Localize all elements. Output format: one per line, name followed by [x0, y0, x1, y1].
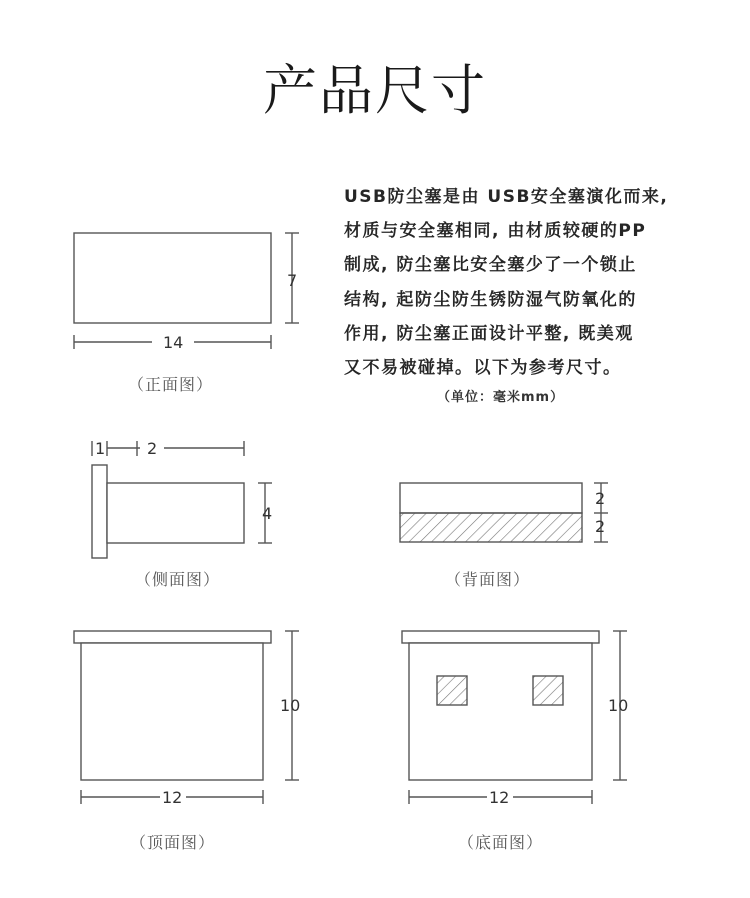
- top-view-caption: （顶面图）: [130, 833, 216, 852]
- bottom-width-label: 12: [489, 788, 510, 807]
- top-view-cap: [74, 631, 271, 643]
- top-view: [74, 631, 299, 804]
- side-height-label: 4: [262, 504, 273, 523]
- back-top-label: 2: [595, 489, 606, 508]
- bottom-view-cap: [402, 631, 599, 643]
- bottom-view-hole-left: [437, 676, 467, 705]
- bottom-view-body: [409, 643, 592, 780]
- side-view: [92, 441, 272, 558]
- side-view-caption: （侧面图）: [135, 570, 221, 589]
- front-view-caption: （正面图）: [128, 375, 214, 394]
- bottom-view-caption: （底面图）: [458, 833, 544, 852]
- bottom-height-label: 10: [608, 696, 629, 715]
- bottom-view: [402, 631, 627, 804]
- side-d1-label: 1: [95, 439, 106, 458]
- side-view-cap: [92, 465, 107, 558]
- top-height-label: 10: [280, 696, 301, 715]
- description-line: 制成, 防尘塞比安全塞少了一个锁止: [344, 255, 637, 276]
- top-view-body: [81, 643, 263, 780]
- description-line: USB防尘塞是由 USB安全塞演化而来,: [344, 187, 669, 207]
- side-d2-label: 2: [147, 439, 158, 458]
- back-view-top: [400, 483, 582, 513]
- unit-note: （单位：毫米mm）: [437, 390, 565, 405]
- back-view-caption: （背面图）: [445, 570, 531, 589]
- description-line: 作用, 防尘塞正面设计平整, 既美观: [344, 323, 634, 344]
- description-line: 又不易被碰掉。以下为参考尺寸。: [344, 358, 622, 379]
- bottom-view-hole-right: [533, 676, 563, 705]
- description-line: 材质与安全塞相同, 由材质较硬的PP: [344, 221, 647, 242]
- side-view-plug: [107, 483, 244, 543]
- front-height-label: 7: [287, 271, 298, 290]
- page-title: 产品尺寸: [263, 59, 487, 122]
- back-bottom-label: 2: [595, 517, 606, 536]
- back-view: [400, 483, 608, 542]
- description-line: 结构, 起防尘防生锈防湿气防氧化的: [344, 289, 637, 310]
- top-width-label: 12: [162, 788, 183, 807]
- front-width-label: 14: [163, 333, 184, 352]
- front-view: [74, 233, 299, 349]
- front-view-body: [74, 233, 271, 323]
- back-view-bottom-hatched: [400, 513, 582, 542]
